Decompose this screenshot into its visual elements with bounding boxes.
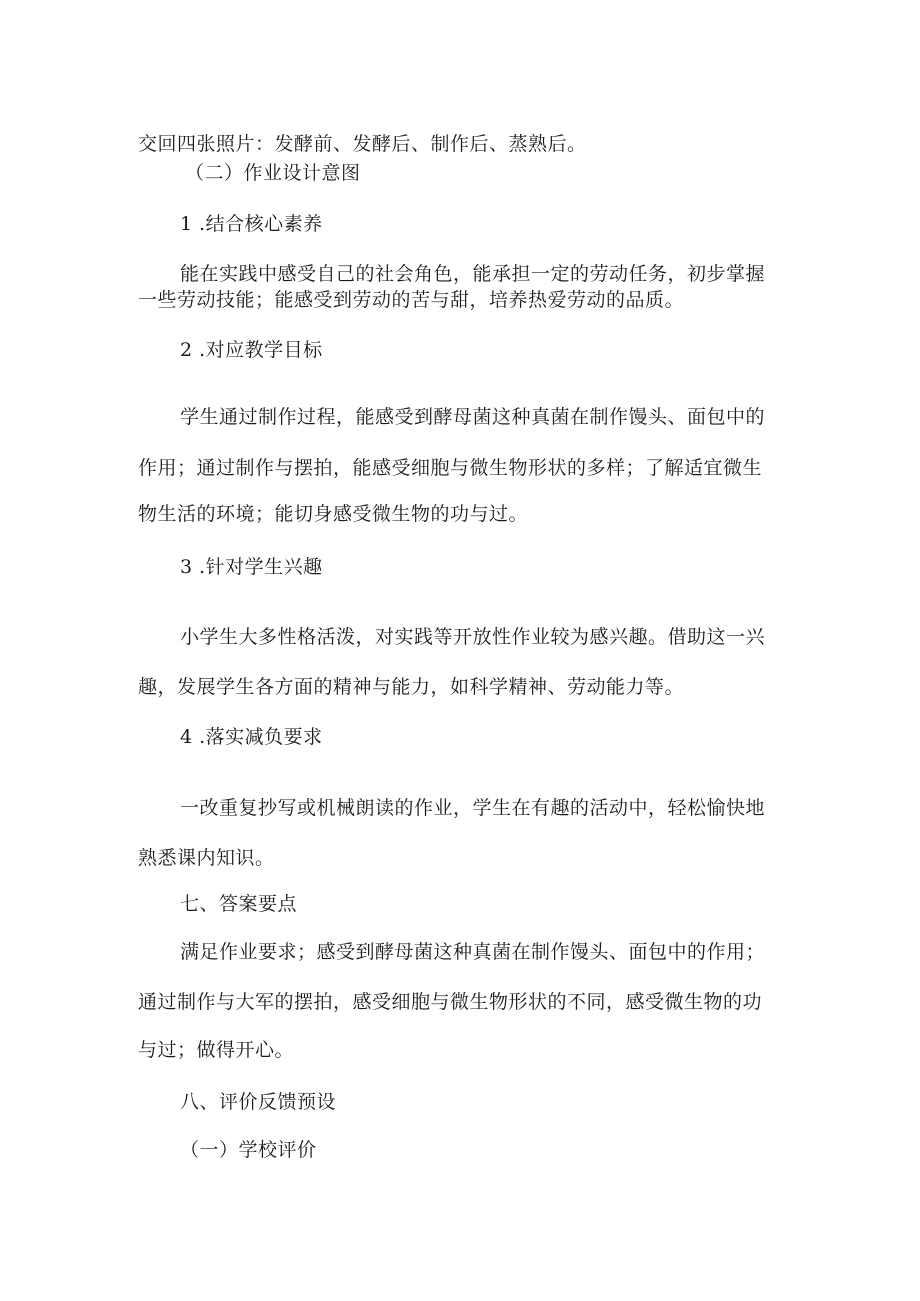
text-line: 熟悉课内知识。 <box>138 847 275 869</box>
text-line: 趣，发展学生各方面的精神与能力，如科学精神、劳动能力等。 <box>138 676 685 698</box>
text-line: 作用；通过制作与摆拍，能感受细胞与微生物形状的多样；了解适宜微生 <box>138 457 763 479</box>
section-heading: 八、评价反馈预设 <box>180 1091 337 1113</box>
subsection-heading: 1 .结合核心素养 <box>180 213 323 235</box>
section-heading: （二）作业设计意图 <box>185 162 361 184</box>
text-line: 小学生大多性格活泼，对实践等开放性作业较为感兴趣。借助这一兴 <box>180 626 766 648</box>
text-line: 满足作业要求；感受到酵母菌这种真菌在制作馒头、面包中的作用； <box>180 941 766 963</box>
text-line: 一改重复抄写或机械朗读的作业，学生在有趣的活动中，轻松愉快地 <box>180 797 766 819</box>
text-line: 一些劳动技能；能感受到劳动的苦与甜，培养热爱劳动的品质。 <box>138 289 685 311</box>
subsection-heading: 2 .对应教学目标 <box>180 339 323 361</box>
text-line: 学生通过制作过程，能感受到酵母菌这种真菌在制作馒头、面包中的 <box>180 406 766 428</box>
text-line: 能在实践中感受自己的社会角色，能承担一定的劳动任务，初步掌握 <box>180 263 766 285</box>
text-line: 物生活的环境；能切身感受微生物的功与过。 <box>138 503 529 525</box>
section-heading: 七、答案要点 <box>180 893 298 915</box>
section-heading: （一）学校评价 <box>180 1139 317 1161</box>
text-line: 通过制作与大军的摆拍，感受细胞与微生物形状的不同，感受微生物的功 <box>138 991 763 1013</box>
subsection-heading: 3 .针对学生兴趣 <box>180 556 323 578</box>
subsection-heading: 4 .落实减负要求 <box>180 726 323 748</box>
text-line: 交回四张照片：发酵前、发酵后、制作后、蒸熟后。 <box>138 133 587 155</box>
text-line: 与过；做得开心。 <box>138 1039 295 1061</box>
